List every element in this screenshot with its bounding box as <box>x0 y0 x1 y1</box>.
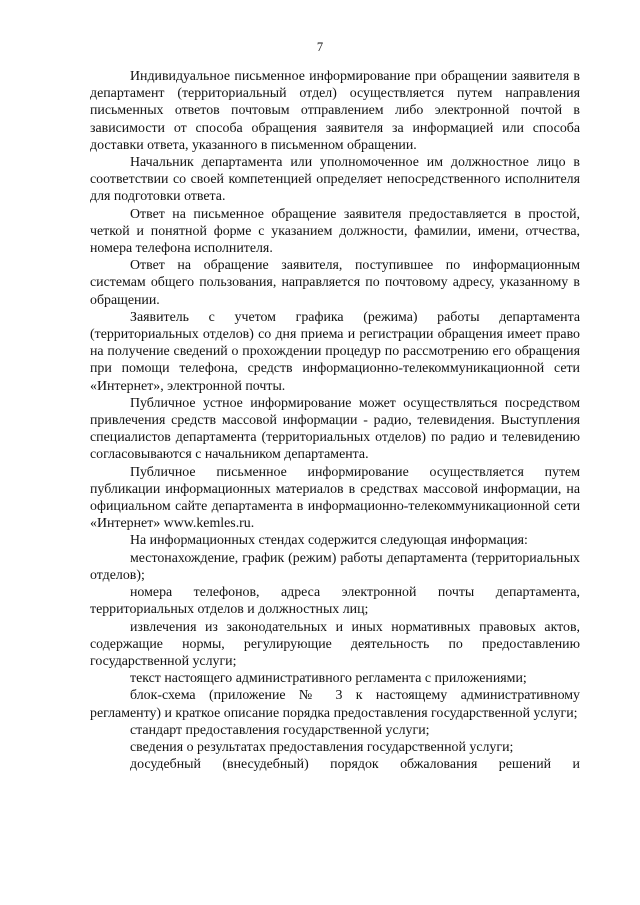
document-body <box>90 68 580 773</box>
paragraph-applicant-rights: Заявитель с учетом графика (режима) работы департамента (территориальных отделов) со дня приема и регистрации обращения имеет право на получение сведений о прохождении процедур по рассмотрению его обращения при помощи телефона, средств информационно-телекоммуникационной сети «Интернет», электронной почты. <box>90 309 580 394</box>
list-item-results: сведения о результатах предоставления государственной услуги; <box>130 739 514 755</box>
paragraph-info-stands: На информационных стендах содержится следующая информация: <box>130 533 528 549</box>
list-item-legal-extracts: извлечения из законодательных и иных нормативных правовых актов, содержащие нормы, регулирующие деятельность по предоставлению государственной услуги; <box>90 619 580 669</box>
list-item-regulation-text: текст настоящего административного регламента с приложениями; <box>130 671 527 687</box>
page-number: 7 <box>316 40 324 54</box>
list-item-appeal-procedure: досудебный (внесудебный) порядок обжалования решений и <box>130 757 580 773</box>
paragraph-public-oral-info: Публичное устное информирование может осуществляться посредством привлечения средств массовой информации - радио, телевидения. Выступления специалистов департамента (территориальных отделов) по радио и телевидению согласовываются с начальником департамента. <box>90 395 580 463</box>
paragraph-individual-written-info: Индивидуальное письменное информирование при обращении заявителя в департамент (территориальный отдел) осуществляется путем направления письменных ответов почтовым отправлением либо электронной почтой в зависимости от способа обращения заявителя за информацией или способа доставки ответа, указанного в письменном обращении. <box>90 69 580 153</box>
paragraph-answer-info-systems: Ответ на обращение заявителя, поступившее по информационным системам общего пользования, направляется по почтовому адресу, указанному в обращении. <box>90 258 580 308</box>
paragraph-written-answer: Ответ на письменное обращение заявителя предоставляется в простой, четкой и понятной форме с указанием должности, фамилии, имени, отчества, номера телефона исполнителя. <box>90 206 580 257</box>
paragraph-head-of-department: Начальник департамента или уполномоченное им должностное лицо в соответствии со своей компетенцией определяет непосредственного исполнителя для подготовки ответа. <box>90 155 580 205</box>
list-item-phones: номера телефонов, адреса электронной почты департамента, территориальных отделов и должностных лиц; <box>90 585 580 618</box>
paragraph-public-written-info: Публичное письменное информирование осуществляется путем публикации информационных материалов в средствах массовой информации, на официальном сайте департамента в информационно-телекоммуникационной сети «Интернет» www.kemles.ru. <box>90 464 580 532</box>
list-item-standard: стандарт предоставления государственной услуги; <box>130 722 430 738</box>
list-item-location: местонахождение, график (режим) работы департамента (территориальных отделов); <box>90 550 580 583</box>
list-item-flowchart: блок-схема (приложение № 3 к настоящему административному регламенту) и краткое описание порядка предоставления государственной услуги; <box>90 688 580 721</box>
